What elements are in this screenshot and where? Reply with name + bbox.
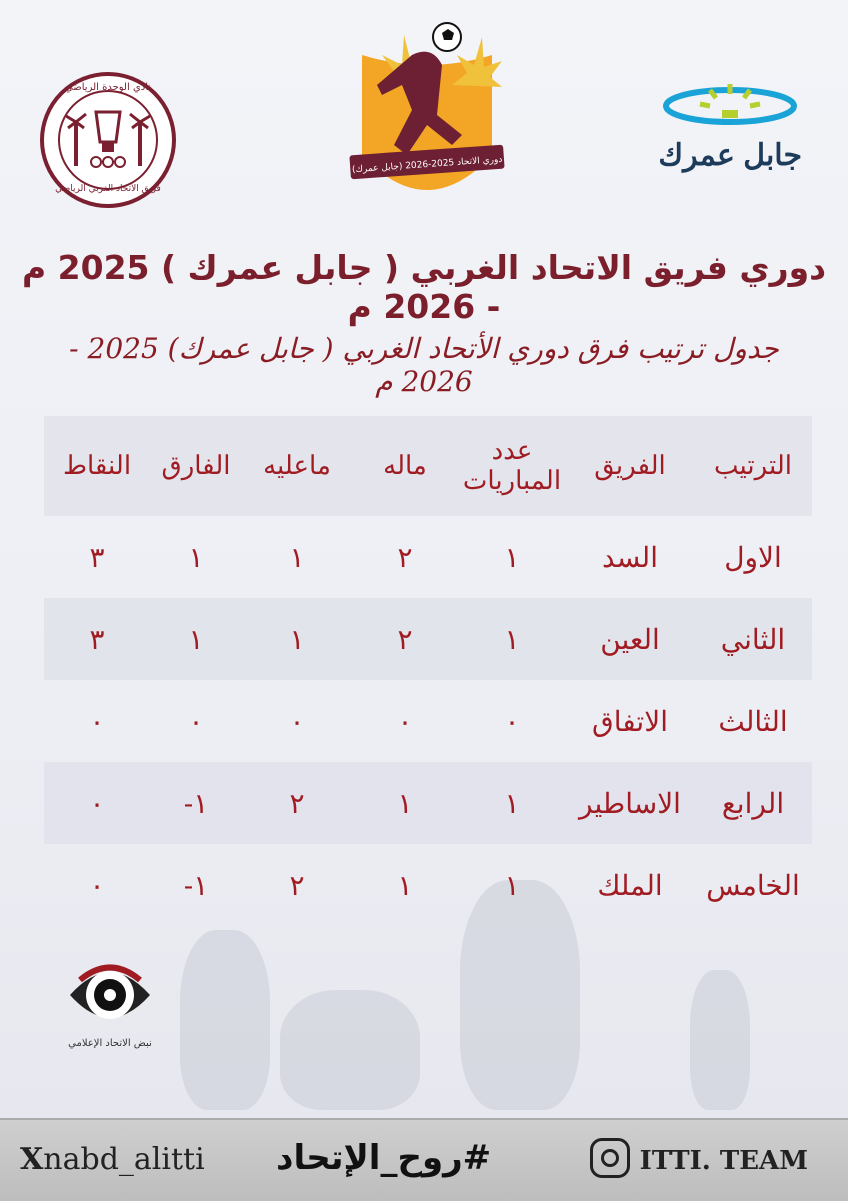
page-title: دوري فريق الاتحاد الغربي ( جابل عمرك ) 2025 م - 2026 م [21,248,827,326]
header-rank: الترتيب [714,451,792,481]
header-goals-against: ماعليه [263,451,331,481]
cell-goals-for: ٢ [397,622,413,656]
cell-goals-against: ١ [289,622,305,656]
cell-goals-against: ٠ [289,704,305,738]
table-row [44,762,812,844]
header-goals-for: ماله [383,451,427,481]
player-silhouette [690,970,750,1110]
player-silhouette [180,930,270,1110]
media-name: نبض الاتحاد الإعلامي [68,1038,152,1049]
cell-played: ١ [504,540,520,574]
table-header-row [44,416,812,516]
league-logo [342,15,512,215]
cell-rank: الخامس [706,868,800,902]
standings-table [44,416,812,926]
player-silhouette [280,990,420,1110]
cell-goals-against: ٢ [289,868,305,902]
cell-played: ١ [504,868,520,902]
camera-lens-icon [60,950,160,1040]
cell-team: العين [600,622,660,656]
cell-points: ٠ [89,786,105,820]
palm-trophy-icon [66,102,150,178]
cell-diff: ٠ [188,704,204,738]
table-row [44,680,812,762]
header-diff: الفارق [161,451,231,481]
cell-goals-for: ٢ [397,540,413,574]
team-handle[interactable]: ITTI. TEAM [639,1146,808,1176]
cell-points: ٠ [89,704,105,738]
cell-goals-against: ١ [289,540,305,574]
cell-diff: ١- [183,786,209,820]
cell-team: السد [602,540,658,574]
league-banner-text: دوري الاتحاد 2025-2026 (جابل عمرك) [351,154,503,176]
footer-bar [0,1118,848,1201]
club-name: نادي الوحدة الرياضي [64,82,152,93]
cell-team: الاساطير [579,786,681,820]
header-team: الفريق [594,451,666,481]
cell-diff: ١ [188,622,204,656]
hashtag: #روح_الإتحاد [276,1138,492,1178]
sun-icon [660,78,800,138]
header-points: النقاط [62,451,132,481]
cell-points: ٠ [89,868,105,902]
x-handle[interactable] [20,1142,205,1177]
cell-goals-for: ٠ [397,704,413,738]
table-row [44,516,812,598]
x-icon: X [20,1142,44,1177]
media-logo [60,950,160,1060]
club-logo [40,72,176,208]
cell-played: ١ [504,786,520,820]
team-name: فريق الاتحاد الغربي الرياضي [55,184,161,194]
cell-points: ٣ [89,622,105,656]
cell-played: ١ [504,622,520,656]
x-handle-text: nabd_alitti [43,1142,205,1177]
cell-goals-for: ١ [397,868,413,902]
cell-rank: الاول [724,540,782,574]
cell-rank: الثالث [718,704,788,738]
table-row [44,598,812,680]
cell-rank: الثاني [720,622,786,656]
table-row [44,844,812,926]
cell-diff: ١- [183,868,209,902]
page-subtitle: جدول ترتيب فرق دوري الأتحاد الغربي ( جابل عمرك) 2025 - 2026 م [69,332,779,398]
cell-diff: ١ [188,540,204,574]
header-played: عدد المباريات [462,436,562,496]
cell-points: ٣ [89,540,105,574]
cell-played: ٠ [504,704,520,738]
cell-rank: الرابع [721,786,785,820]
instagram-icon[interactable] [590,1138,630,1178]
cell-goals-against: ٢ [289,786,305,820]
cell-team: الملك [597,868,663,902]
cell-goals-for: ١ [397,786,413,820]
sponsor-logo [640,78,820,188]
cell-team: الاتفاق [592,704,668,738]
sponsor-name: جابل عمرك [658,139,802,172]
